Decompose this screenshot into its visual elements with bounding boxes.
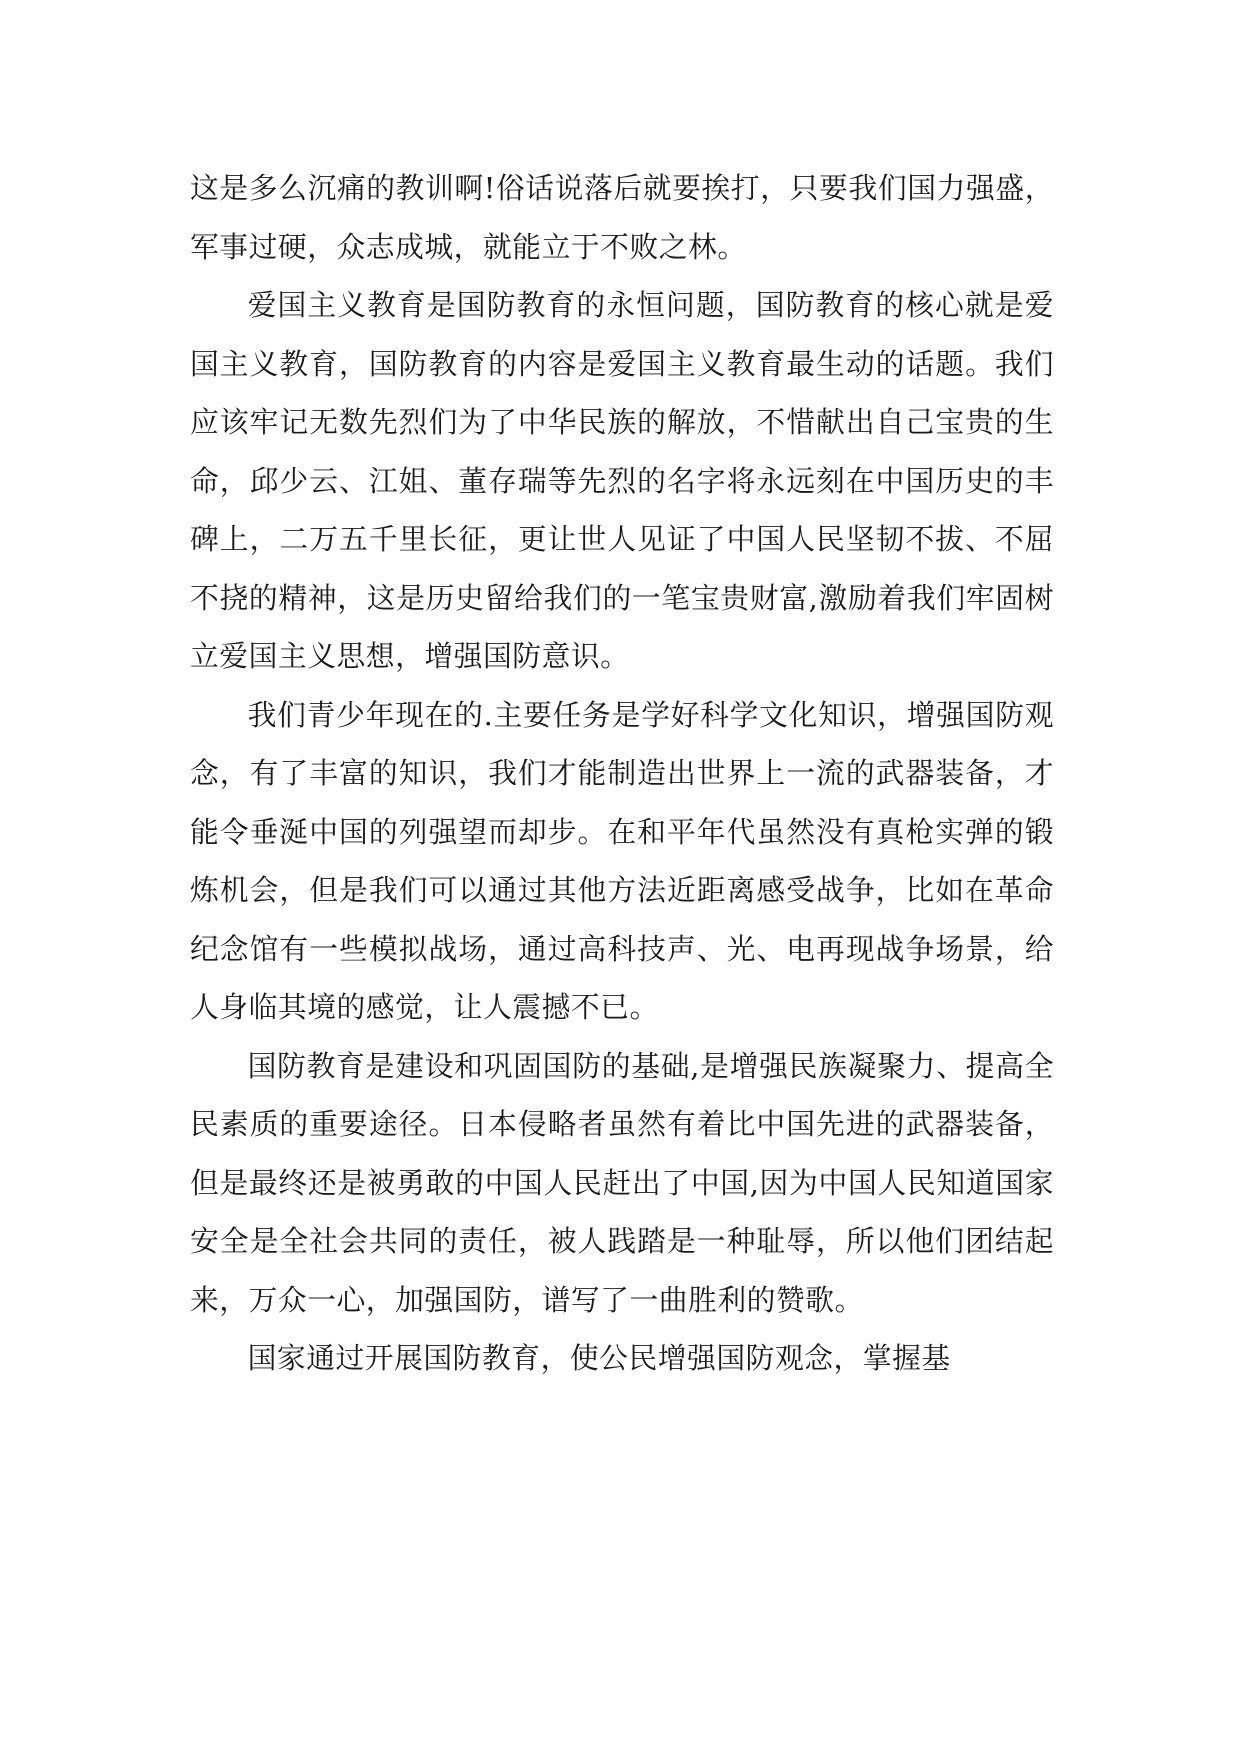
- paragraph-patriotism-education: 爱国主义教育是国防教育的永恒问题，国防教育的核心就是爱国主义教育，国防教育的内容是爱国主义教育最生动的话题。我们应该牢记无数先烈们为了中华民族的解放，不惜献出自己宝贵的生命，邱少云、江姐、董存瑞等先烈的名字将永远刻在中国历史的丰碑上，二万五千里长征，更让世人见证了中国人民坚韧不拔、不屈不挠的精神，这是历史留给我们的一笔宝贵财富,激励着我们牢固树立爱国主义思想，增强国防意识。: [190, 288, 1054, 673]
- paragraph-youth-task: 我们青少年现在的.主要任务是学好科学文化知识，增强国防观念，有了丰富的知识，我们才能制造出世界上一流的武器装备，才能令垂涎中国的列强望而却步。在和平年代虽然没有真枪实弹的锻炼机会，但是我们可以通过其他方法近距离感受战争，比如在革命纪念馆有一些模拟战场，通过高科技声、光、电再现战争场景，给人身临其境的感觉，让人震撼不已。: [190, 697, 1054, 1024]
- paragraph-continuation: 这是多么沉痛的教训啊!俗话说落后就要挨打，只要我们国力强盛，军事过硬，众志成城，就能立于不败之林。: [190, 171, 1054, 264]
- body-text: [190, 159, 1054, 1388]
- paragraph-national-education: 国家通过开展国防教育，使公民增强国防观念，掌握基: [247, 1341, 951, 1375]
- paragraph-defense-foundation: 国防教育是建设和巩固国防的基础,是增强民族凝聚力、提高全民素质的重要途径。日本侵略者虽然有着比中国先进的武器装备，但是最终还是被勇敢的中国人民赶出了中国,因为中国人民知道国家安全是全社会共同的责任，被人践踏是一种耻辱，所以他们团结起来，万众一心，加强国防，谱写了一曲胜利的赞歌。: [190, 1048, 1054, 1317]
